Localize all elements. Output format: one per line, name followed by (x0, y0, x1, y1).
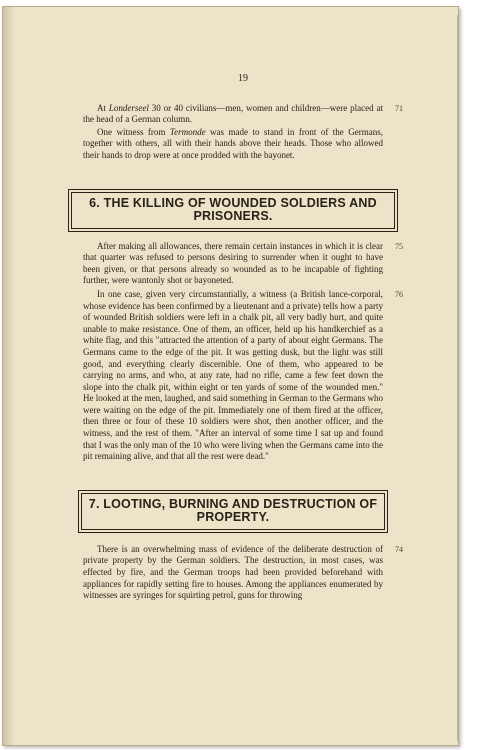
place-londerseel: Londerseel (108, 102, 149, 113)
intro-p1-lead: At (97, 102, 109, 113)
intro-p2-lead: One witness from (97, 126, 170, 137)
section-6-paragraph-1 (83, 240, 403, 287)
document-page (2, 6, 459, 746)
page-content (83, 73, 403, 602)
section-6-paragraph-2 (83, 288, 403, 463)
section-7-heading: 7. LOOTING, BURNING AND DESTRUCTION OF PROPERTY. (81, 493, 385, 530)
margin-note-71: 71 (395, 103, 403, 113)
intro-p2-text: was made to stand in front of the Germans, together with others, all with their hands above their heads. Those who allowed their hands to drop were at once prodded with the bayonet. (83, 126, 383, 160)
section-6-p2-text: In one case, given very circumstantially, a witness (a British lance-corporal, whose evidence has been confirmed by a lieutenant and a private) tells how a party of wounded British soldiers were left in a chalk pit, all very badly hurt, and quite unable to make resistance. One of them, an officer, held up his handkerchief as a white flag, and this "attracted the attention of a party of about eight Germans. The Germans came to the edge of the pit. It was getting dusk, but the light was still good, and everything clearly discernible. One of them, who appeared to be carrying no arms, and who, at any rate, had no rifle, came a few feet down the slope into the chalk pit, within eight or ten yards of some of the wounded men." He looked at the men, laughed, and said something in German to the Germans who were waiting on the edge of the pit. Immediately one of them fired at the officer, then three or four of these 10 soldiers were shot, then another officer, and the witness, and the rest of them. "After an interval of some time I sat up and found that I was the only man of the 10 who were living when the Germans came into the pit remaining alive, and that all the rest were dead." (83, 288, 383, 462)
section-6-p1-text: After making all allowances, there remain certain instances in which it is clear that quarter was refused to persons desiring to surrender when it ought to have been given, or that persons already so wounded as to be incapable of fighting further, were wantonly shot or bayoneted. (83, 240, 383, 286)
intro-p1-text: 30 or 40 civilians—men, women and children—were placed at the head of a German column. (83, 102, 383, 125)
margin-note-74: 74 (395, 544, 403, 554)
page-number: 19 (238, 73, 248, 84)
page-edge (457, 15, 459, 741)
page-spine-shadow (3, 7, 15, 745)
margin-note-75: 75 (395, 241, 403, 251)
intro-paragraph-1 (83, 102, 403, 126)
section-6-heading: 6. THE KILLING OF WOUNDED SOLDIERS AND PRISONERS. (71, 192, 395, 229)
intro-paragraph-2 (83, 127, 383, 162)
place-termonde: Termonde (169, 126, 206, 137)
margin-note-76: 76 (395, 289, 403, 299)
section-7-p1-text: There is an overwhelming mass of evidence of the deliberate destruction of private property by the German soldiers. The destruction, in most cases, was effected by fire, and the German troops had been provided beforehand with appliances for rapidly setting fire to houses. Among the appliances enumerated by witnesses are syringes for squirting petrol, guns for throwing (83, 543, 383, 601)
section-7-paragraph-1 (83, 543, 403, 602)
